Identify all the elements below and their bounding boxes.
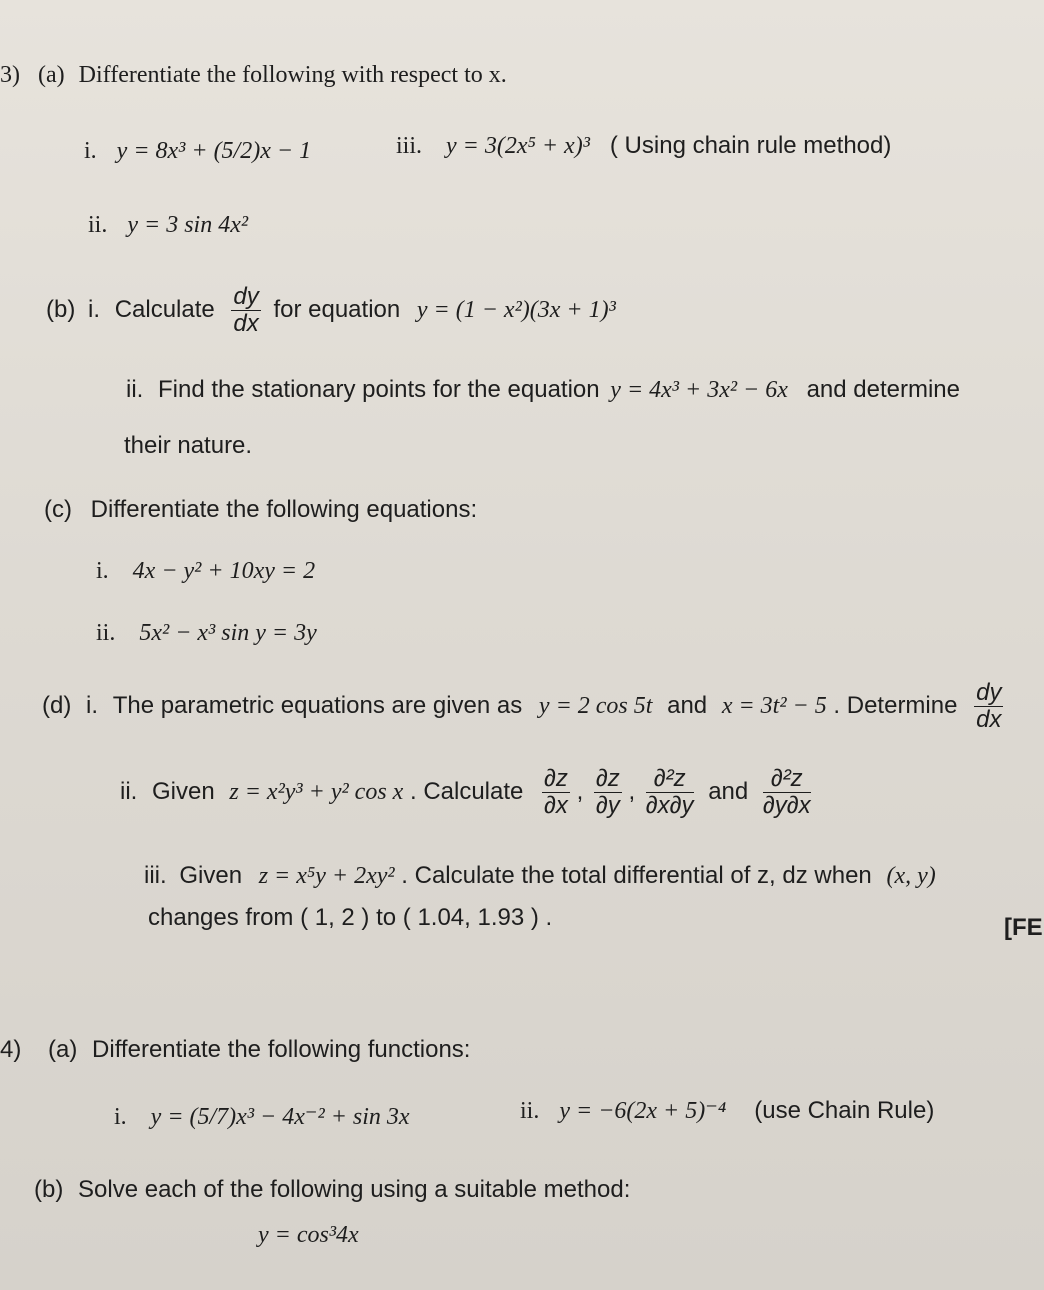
method-note: (use Chain Rule) (754, 1097, 935, 1124)
marks-label: [FE (1004, 914, 1043, 941)
item-number: i. (84, 138, 97, 164)
math-expression: (x, y) (886, 863, 936, 889)
item-number: i. (88, 296, 101, 324)
instruction-text: Given (179, 862, 243, 889)
math-expression: y = (5/7)x³ − 4x⁻² + sin 3x (150, 1104, 410, 1130)
item-number: i. (86, 692, 99, 720)
math-expression: y = −6(2x + 5)⁻⁴ (559, 1098, 727, 1124)
item-number: ii. (88, 212, 108, 238)
partial-fraction: $\frac{\text{∂²z}}{\partial x\partial y}$ (645, 765, 694, 820)
instruction-text: . Calculate (409, 778, 524, 806)
math-expression: y = 3 sin 4x² (127, 212, 249, 238)
partial-fraction: $\frac{\partial z}{\partial y}$ (595, 765, 620, 820)
item-number: i. (96, 558, 109, 584)
q3-a-instruction: Differentiate the following with respect to x. (78, 62, 507, 88)
q3-d-item-i (42, 680, 1003, 734)
math-expression: y = 3(2x⁵ + x)³ (446, 133, 590, 159)
item-number: ii. (120, 778, 138, 806)
q3-c-label: (c) (44, 496, 72, 523)
q4-a-instruction: Differentiate the following functions: (92, 1036, 471, 1063)
instruction-text: . Calculate the total differential of z, dz when (401, 862, 872, 889)
instruction-text: The parametric equations are given as (112, 692, 523, 720)
q3-d-item-ii: ii. Given z = x²y³ + y² cos x . Calculate $\frac{\partial z}{\partial x}$ , $\frac{\partial z}{\partial y}$ , $\frac{\text{∂²z}}{\partial x\partial y}$ and $\frac{\text{∂²z}}{\partial y\partial x}$ (120, 765, 811, 820)
instruction-text: Find the stationary points for the equation (158, 376, 600, 403)
math-expression: y = 8x³ + (5/2)x − 1 (116, 138, 312, 164)
math-expression: x = 3t² − 5 (721, 693, 827, 720)
item-number: ii. (96, 620, 116, 646)
instruction-text: . Determine (833, 692, 958, 720)
math-expression: 5x² − x³ sin y = 3y (139, 620, 317, 646)
q3-b-item-i (46, 284, 616, 338)
q3-c-heading (44, 496, 477, 524)
instruction-text: and (667, 692, 708, 720)
q3-d-label: (d) (42, 692, 72, 720)
partial-fraction: $\frac{\text{∂²z}}{\partial y\partial x}$ (762, 765, 811, 820)
q3-c-instruction: Differentiate the following equations: (90, 496, 478, 523)
math-expression: y = 4x³ + 3x² − 6x (610, 377, 788, 403)
math-expression: z = x²y³ + y² cos x (229, 779, 404, 806)
q3-c-item-ii (96, 620, 317, 647)
item-number: ii. (520, 1098, 540, 1124)
q3-a-item-i (84, 138, 311, 165)
instruction-text: Calculate (114, 296, 215, 324)
q3-c-item-i (96, 558, 315, 585)
item-number: iii. (144, 862, 167, 889)
math-expression: y = 2 cos 5t (538, 693, 653, 720)
q4-a-label: (a) (48, 1036, 78, 1063)
instruction-text: and determine (806, 376, 960, 403)
q3-a-heading (0, 62, 507, 89)
instruction-text: for equation (273, 296, 401, 324)
item-number: iii. (396, 133, 423, 159)
q4-number: 4) (0, 1036, 22, 1063)
math-expression: y = cos³4x (258, 1222, 359, 1248)
q3-d-item-iii (144, 862, 936, 890)
q3-a-item-iii (396, 132, 891, 160)
instruction-text: and (708, 778, 749, 806)
method-note: ( Using chain rule method) (609, 132, 892, 159)
item-number: i. (114, 1104, 127, 1130)
q4-b-instruction: Solve each of the following using a suitable method: (78, 1176, 631, 1203)
item-number: ii. (126, 376, 144, 403)
partial-fraction: $\frac{\partial z}{\partial x}$ (544, 765, 568, 820)
q3-b-item-ii (126, 376, 960, 404)
q3-b-label: (b) (46, 296, 76, 324)
q4-b-heading (34, 1176, 630, 1204)
q4-b-label: (b) (34, 1176, 64, 1203)
math-expression: y = (1 − x²)(3x + 1)³ (416, 297, 616, 324)
q4-a-item-i (114, 1102, 410, 1131)
q3-a-item-ii (88, 212, 248, 239)
q4-a-heading (0, 1036, 470, 1064)
q4-a-item-ii (520, 1096, 934, 1125)
math-expression: z = x⁵y + 2xy² (258, 863, 395, 889)
derivative-fraction: $\frac{dy}{dx}$ (976, 679, 1002, 734)
derivative-fraction: $\frac{dy}{dx}$ (233, 283, 259, 338)
q3-a-label: (a) (38, 62, 65, 88)
math-expression: 4x − y² + 10xy = 2 (132, 558, 316, 584)
instruction-text: Given (152, 778, 215, 806)
q3-number: 3) (0, 62, 20, 88)
q3-b-ii-line2: their nature. (124, 432, 253, 459)
q3-d-iii-line2: changes from ( 1, 2 ) to ( 1.04, 1.93 ) . (148, 904, 553, 931)
